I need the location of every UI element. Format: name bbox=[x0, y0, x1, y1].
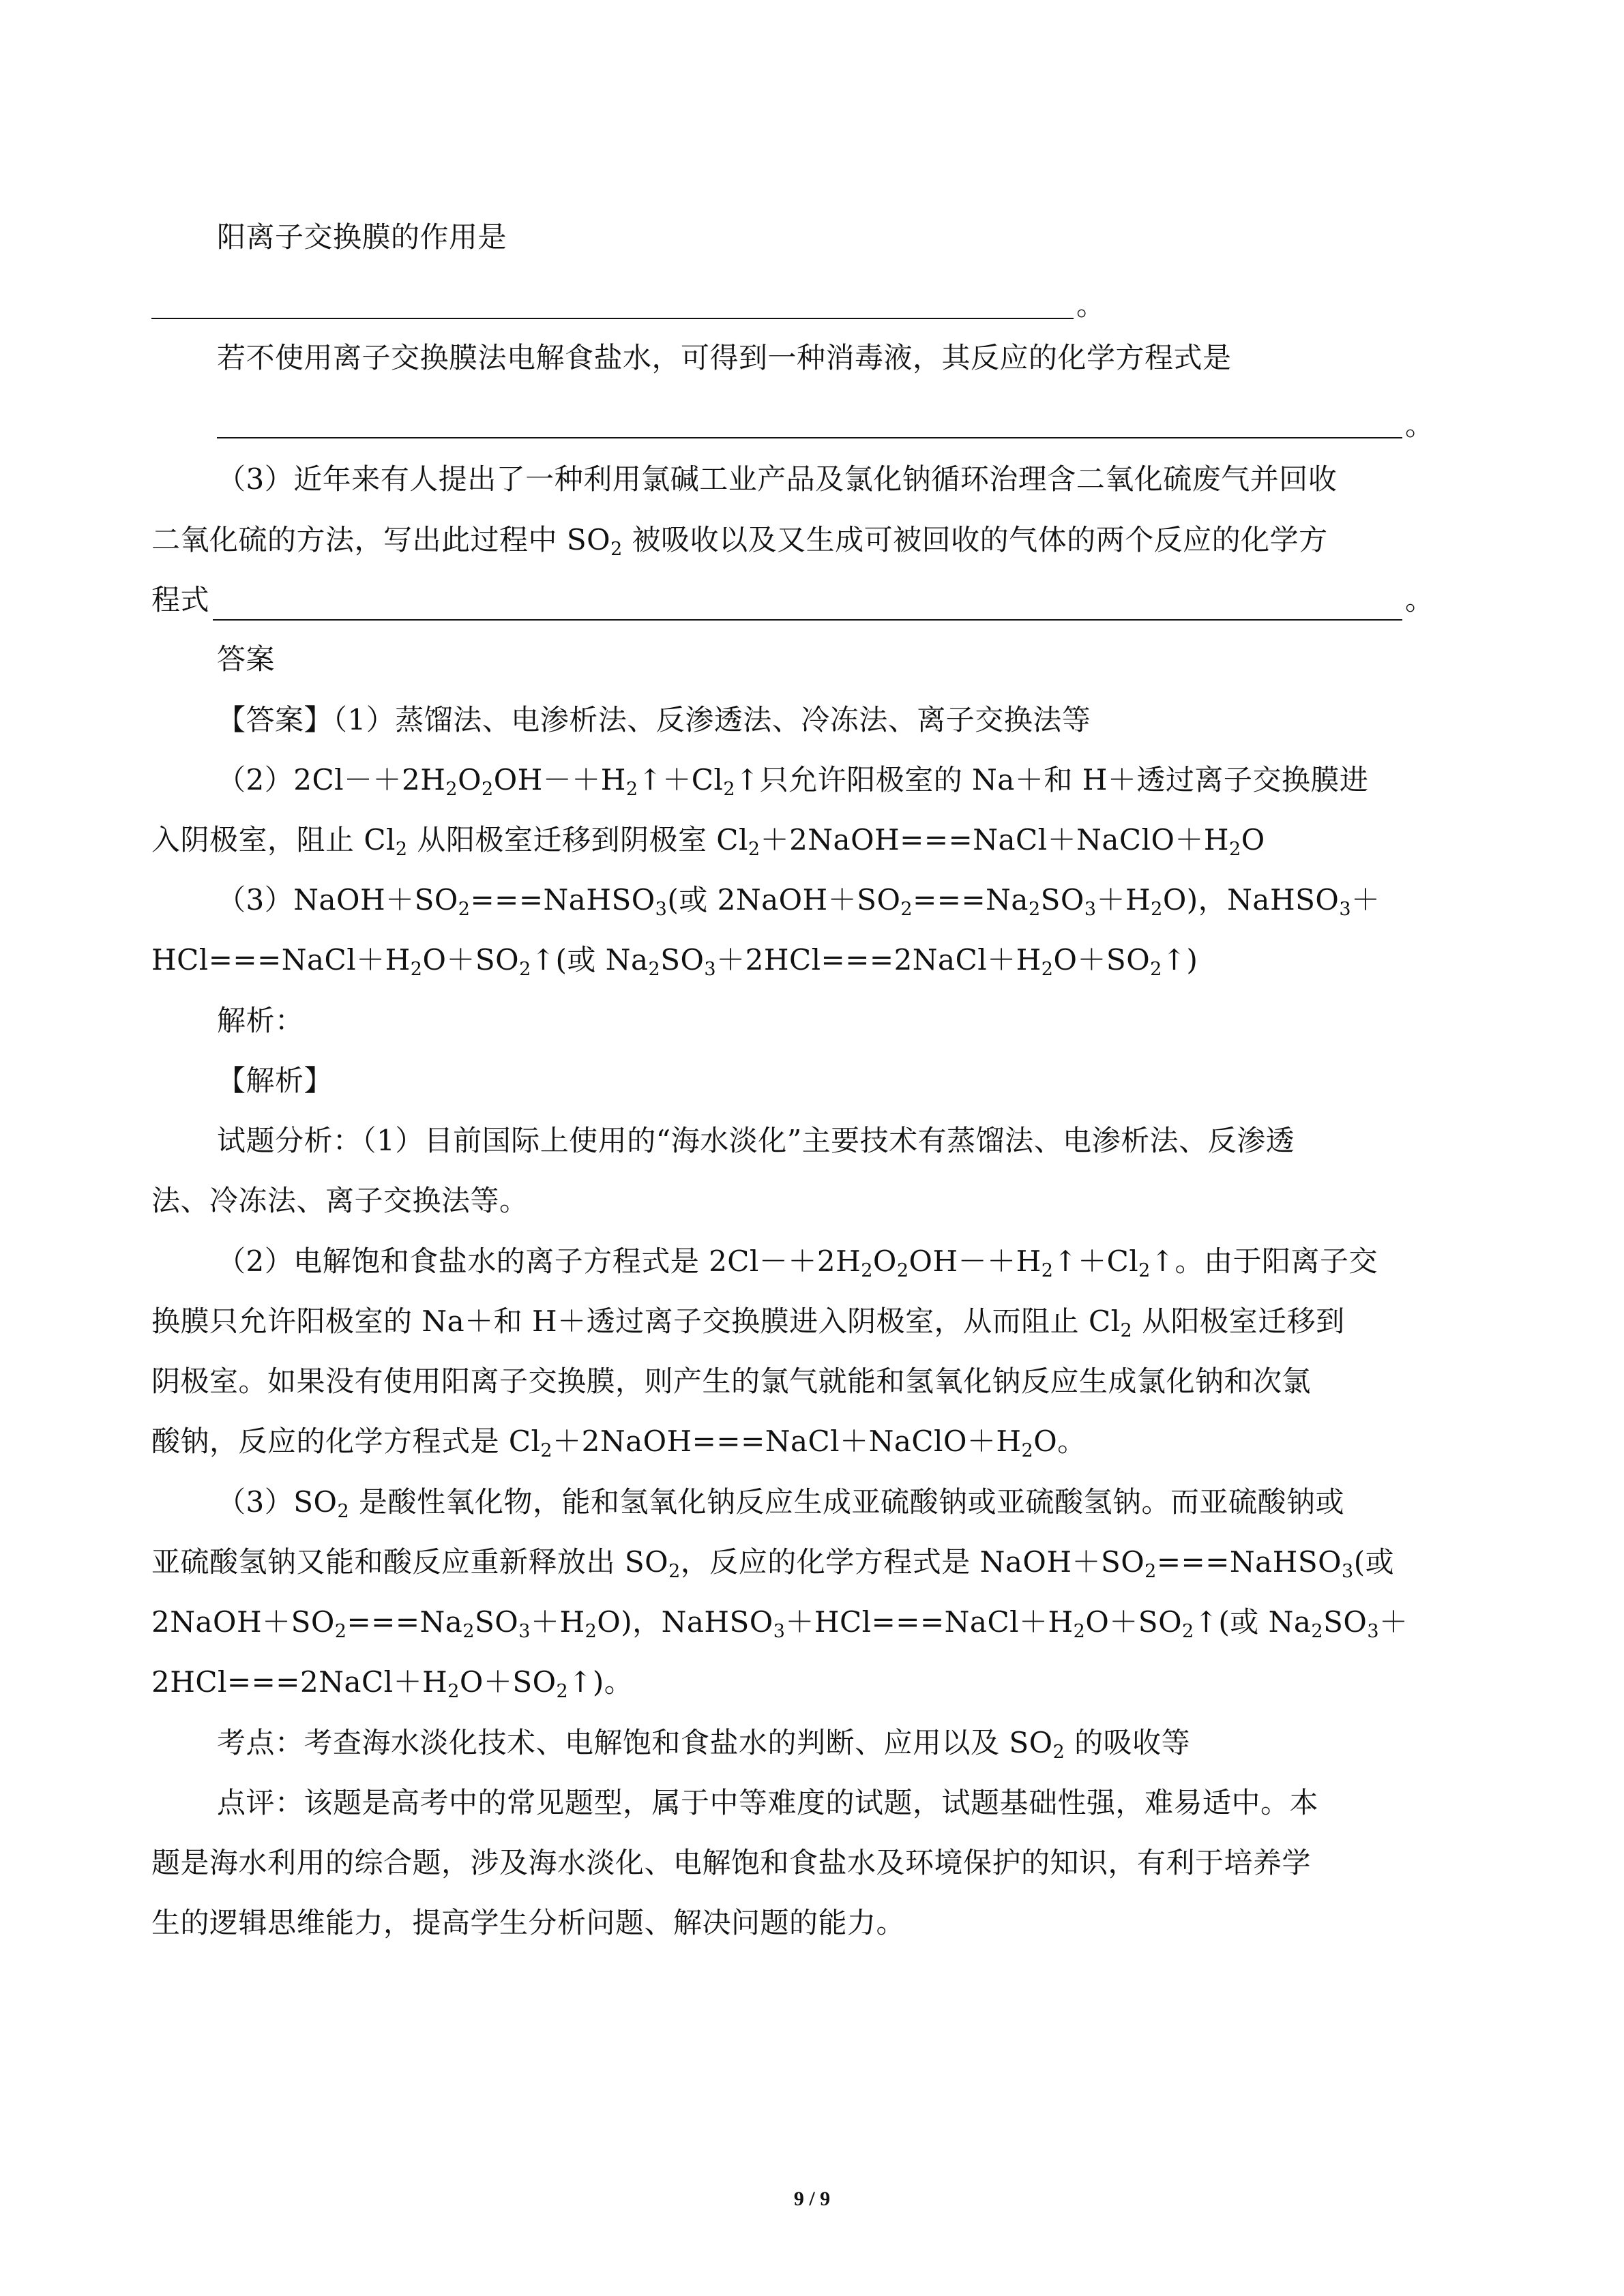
analysis-p1-line-2: 法、冷冻法、离子交换法等。 bbox=[151, 1184, 529, 1217]
analysis-p3-line-3: $2NaOH+SO_2===Na_2SO_3+H_2O$)，$NaHSO_3+HCl===NaCl+H_2O+SO_2↑$(或 $Na_2SO_3+$ bbox=[151, 1605, 1408, 1642]
no-membrane-end-mark: 。 bbox=[1405, 408, 1434, 442]
analysis-review-line-3: 生的逻辑思维能力，提高学生分析问题、解决问题的能力。 bbox=[151, 1906, 906, 1939]
answer-part-3-line-1: $(3)NaOH+SO_2===NaHSO_3$(或 $2NaOH+SO_2===Na_2SO_3+H_2O$)，NaHSO$_3$＋ bbox=[217, 883, 1381, 920]
membrane-end-mark: 。 bbox=[1076, 288, 1106, 322]
analysis-label: 解析： bbox=[217, 1004, 304, 1037]
answer-heading: 答案 bbox=[217, 642, 276, 676]
membrane-role-prompt: 阳离子交换膜的作用是 bbox=[217, 220, 507, 254]
analysis-p3-line-2: 亚硫酸氢钠又能和酸反应重新释放出 $SO_2$，反应的化学方程式是 $NaOH+SO_2===NaHSO_3$(或 bbox=[151, 1545, 1395, 1582]
answer-part-3-line-2: $HCl===NaCl+H_2O+SO_2↑$(或 $Na_2SO_3+2HCl===2NaCl+H_2O+SO_2↑$) bbox=[151, 943, 1198, 980]
answer-blank-q3 bbox=[213, 619, 1402, 621]
answer-part-1: 【答案】（1）蒸馏法、电渗析法、反渗透法、冷冻法、离子交换法等 bbox=[217, 703, 1091, 736]
answer-part-2-line-2: 入阴极室，阻止 $Cl_2$ 从阳极室迁移到阴极室 $Cl_2+2NaOH===NaCl+NaClO+H_2O$ bbox=[151, 823, 1265, 860]
answer-blank-no-membrane bbox=[217, 437, 1402, 438]
q3-line-2: 二氧化硫的方法，写出此过程中 $SO_2$ 被吸收以及又生成可被回收的气体的两个反应的化学方 bbox=[151, 523, 1328, 560]
analysis-p2-line-2: 换膜只允许阳极室的 Na＋和 H＋透过离子交换膜进入阴极室，从而阻止 $Cl_2$ 从阳极室迁移到 bbox=[151, 1304, 1345, 1341]
analysis-p2-line-1: （2）电解饱和食盐水的离子方程式是 $2Cl-+2H_2O_2OH-+H_2↑+Cl_2↑$。由于阳离子交 bbox=[217, 1244, 1378, 1281]
answer-blank-membrane bbox=[151, 318, 1074, 319]
analysis-p2-line-3: 阴极室。如果没有使用阳离子交换膜，则产生的氯气就能和氢氧化钠反应生成氯化钠和次氯 bbox=[151, 1365, 1312, 1398]
analysis-review-line-2: 题是海水利用的综合题，涉及海水淡化、电解饱和食盐水及环境保护的知识，有利于培养学 bbox=[151, 1846, 1312, 1879]
q3-line-3-label: 程式 bbox=[151, 583, 210, 616]
analysis-p1-line-1: 试题分析：（1）目前国际上使用的“海水淡化”主要技术有蒸馏法、电渗析法、反渗透 bbox=[217, 1124, 1295, 1157]
analysis-p3-line-1: $(3)SO_2$ 是酸性氧化物，能和氢氧化钠反应生成亚硫酸钠或亚硫酸氢钠。而亚硫酸钠或 bbox=[217, 1485, 1344, 1522]
q3-end-mark: 。 bbox=[1405, 583, 1434, 616]
no-membrane-prompt: 若不使用离子交换膜法电解食盐水，可得到一种消毒液，其反应的化学方程式是 bbox=[217, 341, 1232, 374]
analysis-p3-line-4: $2HCl===2NaCl+H_2O+SO_2↑$)。 bbox=[151, 1665, 634, 1702]
analysis-review-line-1: 点评：该题是高考中的常见题型，属于中等难度的试题，试题基础性强，难易适中。本 bbox=[217, 1786, 1319, 1819]
q3-line-1: （3）近年来有人提出了一种利用氯碱工业产品及氯化钠循环治理含二氧化硫废气并回收 bbox=[217, 462, 1338, 496]
answer-part-2-line-1: $(2)2Cl-+2H_2O_2OH-+H_2↑+Cl_2↑$只允许阳极室的 Na＋和 H＋透过离子交换膜进 bbox=[217, 763, 1369, 800]
page-number: 9 / 9 bbox=[793, 2188, 831, 2210]
analysis-key-points: 考点：考查海水淡化技术、电解饱和食盐水的判断、应用以及 $SO_2$ 的吸收等 bbox=[217, 1726, 1191, 1763]
analysis-heading: 【解析】 bbox=[217, 1064, 334, 1097]
analysis-p2-line-4: 酸钠，反应的化学方程式是 $Cl_2+2NaOH===NaCl+NaClO+H_2O$。 bbox=[151, 1425, 1087, 1461]
